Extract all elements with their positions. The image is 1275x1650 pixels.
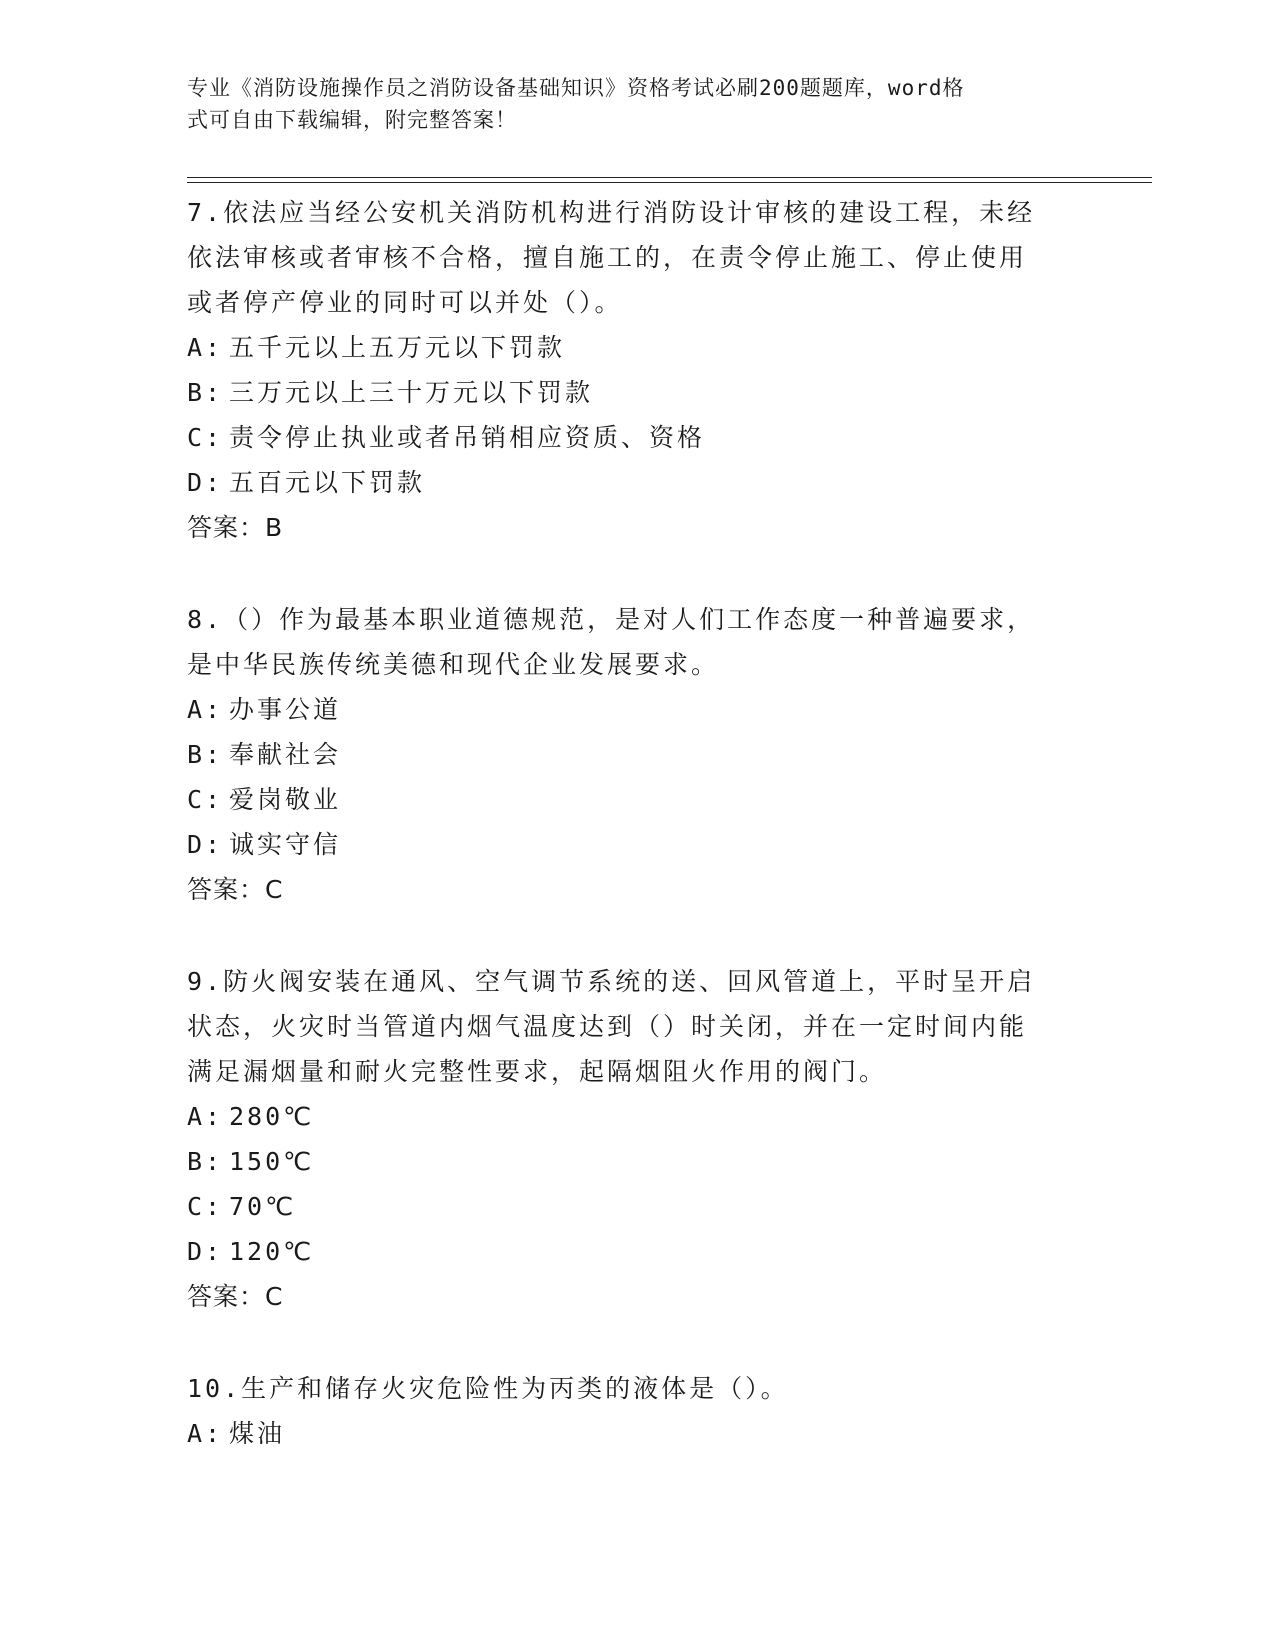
option-a	[187, 687, 1067, 732]
question-10	[187, 1366, 1067, 1456]
answer-line: 答案：C	[187, 1282, 284, 1311]
option-b	[187, 732, 1067, 777]
option-key: C:	[187, 423, 224, 452]
option-c	[187, 777, 1067, 822]
answer-line: 答案：C	[187, 875, 284, 904]
option-text: 150℃	[229, 1147, 315, 1176]
option-key: C:	[187, 785, 224, 814]
question-stem-line: 满足漏烟量和耐火完整性要求，起隔烟阻火作用的阀门。	[187, 1057, 888, 1086]
option-text: 280℃	[229, 1102, 315, 1131]
option-key: A:	[187, 1102, 224, 1131]
option-d	[187, 460, 1067, 505]
option-text: 责令停止执业或者吊销相应资质、资格	[229, 423, 706, 452]
option-a	[187, 1411, 1067, 1456]
option-text: 三万元以上三十万元以下罚款	[229, 378, 594, 407]
question-stem-line: 是中华民族传统美德和现代企业发展要求。	[187, 650, 720, 679]
question-stem-line: 9.防火阀安装在通风、空气调节系统的送、回风管道上，平时呈开启	[187, 967, 1036, 996]
question-spacer	[187, 1319, 1067, 1366]
option-a	[187, 1094, 1067, 1139]
header-divider-bottom	[187, 182, 1152, 183]
question-stem-line: 8.（）作为最基本职业道德规范，是对人们工作态度一种普遍要求，	[187, 605, 1036, 634]
question-stem-line: 或者停产停业的同时可以并处（）。	[187, 288, 623, 317]
option-text: 五百元以下罚款	[229, 468, 426, 497]
option-d	[187, 1229, 1067, 1274]
question-7	[187, 190, 1067, 550]
question-stem-line: 7.依法应当经公安机关消防机构进行消防设计审核的建设工程，未经	[187, 198, 1036, 227]
option-text: 爱岗敬业	[229, 785, 342, 814]
question-spacer	[187, 550, 1067, 597]
question-spacer	[187, 912, 1067, 959]
option-key: D:	[187, 830, 224, 859]
option-key: B:	[187, 378, 224, 407]
option-key: A:	[187, 1419, 224, 1448]
question-list	[187, 190, 1067, 1456]
question-stem-line: 10.生产和储存火灾危险性为丙类的液体是（）。	[187, 1374, 789, 1403]
option-c	[187, 1184, 1067, 1229]
option-text: 煤油	[229, 1419, 286, 1448]
option-b	[187, 370, 1067, 415]
question-8	[187, 597, 1067, 912]
header-line-1: 专业《消防设施操作员之消防设备基础知识》资格考试必刷200题题库，word格	[187, 76, 965, 100]
option-a	[187, 325, 1067, 370]
option-key: A:	[187, 695, 224, 724]
question-9	[187, 959, 1067, 1319]
option-b	[187, 1139, 1067, 1184]
header-line-2: 式可自由下载编辑，附完整答案！	[187, 108, 517, 132]
option-c	[187, 415, 1067, 460]
option-key: A:	[187, 333, 224, 362]
option-text: 五千元以上五万元以下罚款	[229, 333, 566, 362]
question-stem-line: 依法审核或者审核不合格，擅自施工的，在责令停止施工、停止使用	[187, 243, 1028, 272]
option-text: 诚实守信	[229, 830, 342, 859]
option-text: 办事公道	[229, 695, 342, 724]
document-header	[187, 72, 1067, 136]
option-d	[187, 822, 1067, 867]
option-text: 奉献社会	[229, 740, 342, 769]
option-text: 70℃	[229, 1192, 297, 1221]
option-text: 120℃	[229, 1237, 315, 1266]
option-key: C:	[187, 1192, 224, 1221]
question-stem-line: 状态，火灾时当管道内烟气温度达到（）时关闭，并在一定时间内能	[187, 1012, 1028, 1041]
header-divider-top	[187, 177, 1152, 178]
answer-line: 答案：B	[187, 513, 284, 542]
option-key: D:	[187, 468, 224, 497]
option-key: D:	[187, 1237, 224, 1266]
option-key: B:	[187, 1147, 224, 1176]
option-key: B:	[187, 740, 224, 769]
